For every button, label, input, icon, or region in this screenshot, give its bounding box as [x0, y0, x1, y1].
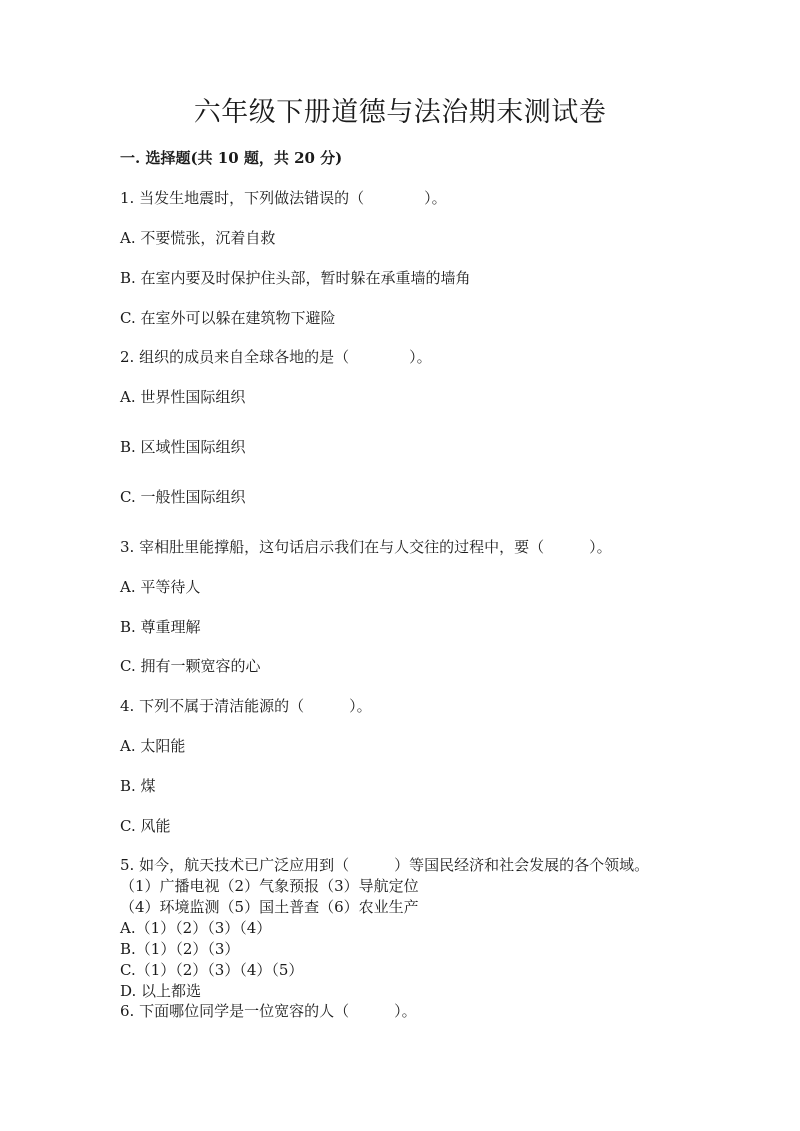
- question-3-option-b: B. 尊重理解: [120, 618, 201, 636]
- question-4-stem: 4. 下列不属于清洁能源的（ ）。: [120, 697, 372, 715]
- question-2-option-a: A. 世界性国际组织: [120, 388, 246, 406]
- question-2-stem: 2. 组织的成员来自全球各地的是（ ）。: [120, 348, 432, 366]
- section-heading: 一. 选择题(共 10 题，共 20 分): [120, 149, 343, 167]
- question-2-option-c: C. 一般性国际组织: [120, 488, 246, 506]
- question-5-subline-2: （4）环境监测（5）国土普查（6）农业生产: [120, 898, 419, 916]
- question-1-option-c: C. 在室外可以躲在建筑物下避险: [120, 309, 336, 327]
- question-5-option-d: D. 以上都选: [120, 982, 202, 1000]
- question-4-option-a: A. 太阳能: [120, 737, 186, 755]
- question-6-stem: 6. 下面哪位同学是一位宽容的人（ ）。: [120, 1002, 417, 1020]
- question-1-option-a: A. 不要慌张，沉着自救: [120, 229, 276, 247]
- question-3-option-a: A. 平等待人: [120, 578, 201, 596]
- question-1-option-b: B. 在室内要及时保护住头部，暂时躲在承重墙的墙角: [120, 269, 471, 287]
- question-1-stem: 1. 当发生地震时，下列做法错误的（ ）。: [120, 189, 447, 207]
- question-3-option-c: C. 拥有一颗宽容的心: [120, 657, 261, 675]
- question-4-option-c: C. 风能: [120, 817, 171, 835]
- question-5-subline-1: （1）广播电视（2）气象预报（3）导航定位: [120, 877, 419, 895]
- question-5-stem: 5. 如今，航天技术已广泛应用到（ ）等国民经济和社会发展的各个领域。: [120, 856, 650, 874]
- question-5-option-c: C.（1）（2）（3）（4）（5）: [120, 961, 304, 979]
- question-5-option-a: A.（1）（2）（3）（4）: [120, 919, 272, 937]
- page-title: 六年级下册道德与法治期末测试卷: [193, 97, 607, 128]
- question-3-stem: 3. 宰相肚里能撑船，这句话启示我们在与人交往的过程中，要（ ）。: [120, 538, 612, 556]
- question-4-option-b: B. 煤: [120, 777, 156, 795]
- question-2-option-b: B. 区域性国际组织: [120, 438, 246, 456]
- question-5-option-b: B.（1）（2）（3）: [120, 940, 240, 958]
